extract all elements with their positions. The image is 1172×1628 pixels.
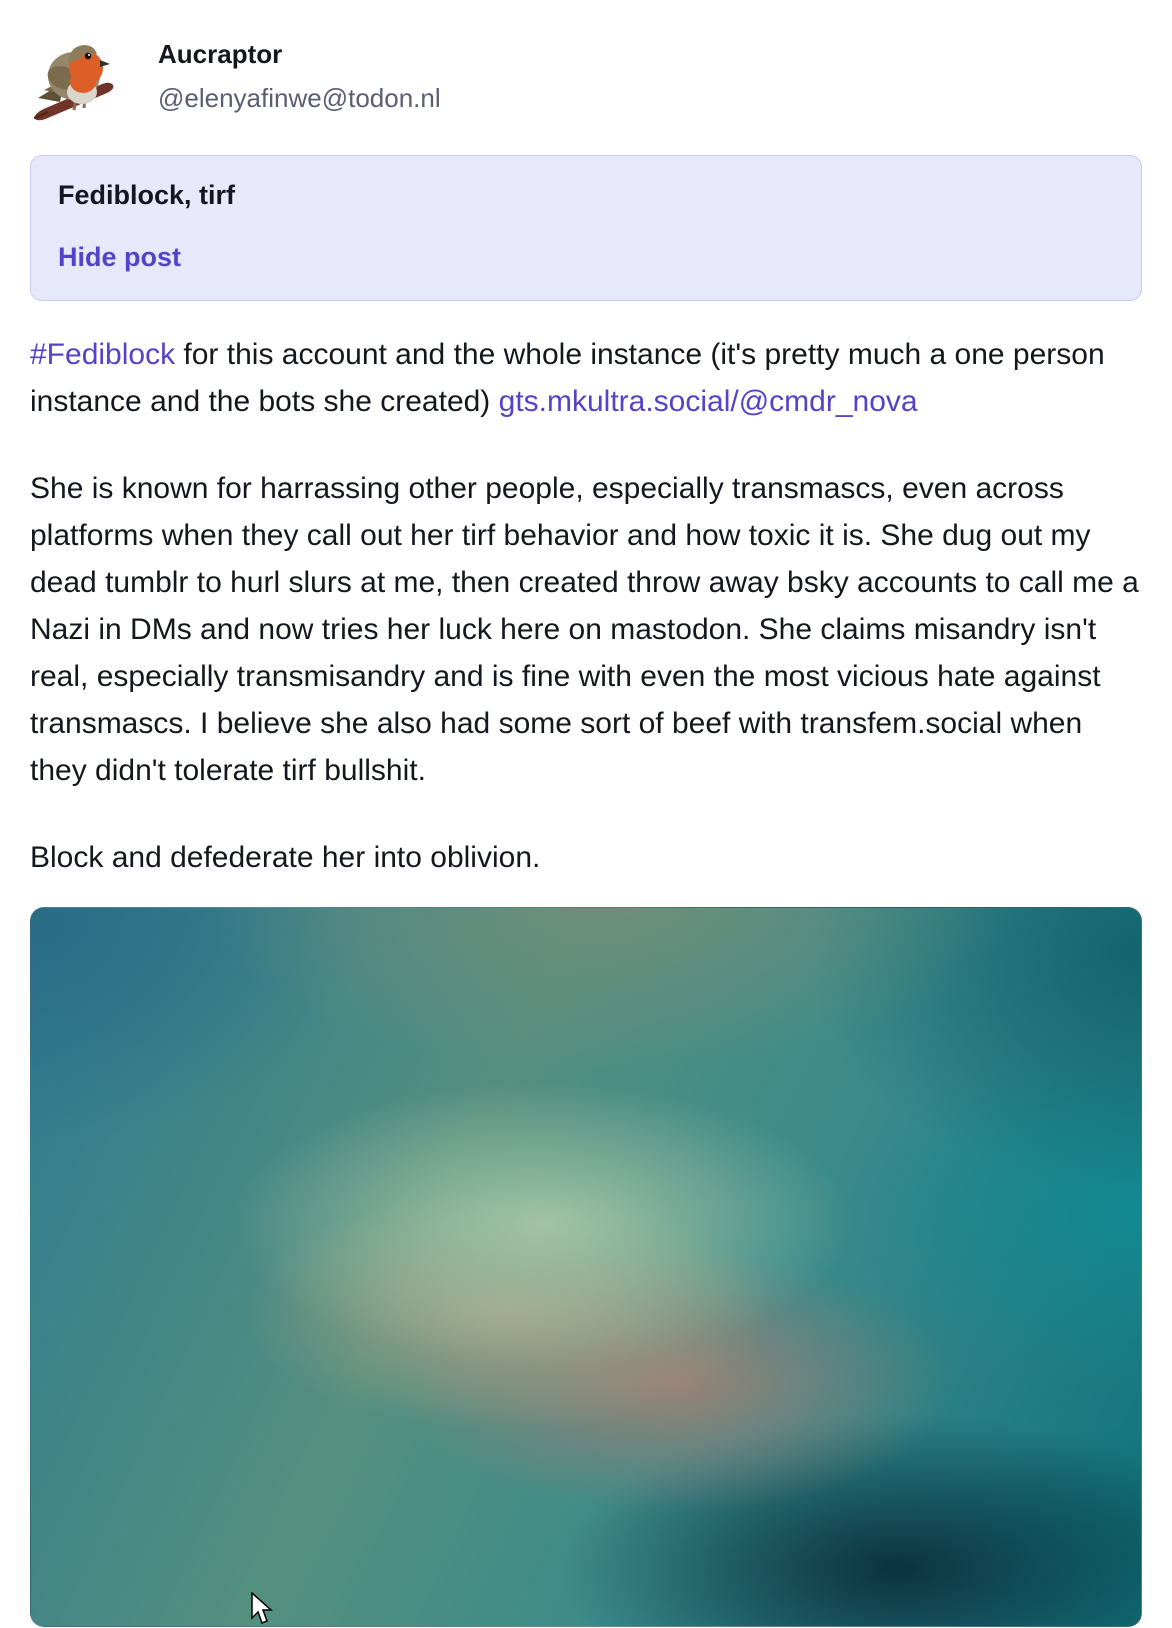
avatar[interactable]: [30, 32, 132, 124]
blurred-media-attachment[interactable]: [30, 907, 1142, 1627]
hashtag-link[interactable]: #Fediblock: [30, 338, 176, 371]
paragraph-1-text: for this account and the whole instance (it's pretty much a one person instance and the bots she created): [30, 338, 1105, 418]
paragraph-2: She is known for harrassing other people, especially transmascs, even across platforms when they call out her tirf behavior and how toxic it is. She dug out my dead tumblr to hurl slurs at me, then created throw away bsky accounts to call me a Nazi in DMs and now tries her luck here on mastodon. She claims misandry isn't real, especially transmisandry and is fine with even the most vicious hate against transmascs. I believe she also had some sort of beef with transfem.social when they didn't tolerate tirf bullshit.: [30, 472, 1139, 787]
paragraph-1: [30, 331, 1142, 425]
post-header: [30, 0, 1142, 124]
hide-post-button[interactable]: Hide post: [58, 242, 182, 272]
content-warning-text: Fediblock, tirf: [58, 180, 236, 210]
post-body: [30, 331, 1142, 881]
account-handle: @elenyafinwe@todon.nl: [158, 82, 441, 113]
robin-bird-avatar-icon: [30, 32, 132, 124]
author-names: [158, 32, 441, 114]
instance-url-link[interactable]: gts.mkultra.social/@cmdr_nova: [498, 385, 918, 418]
display-name[interactable]: Aucraptor: [158, 39, 283, 69]
paragraph-3: Block and defederate her into oblivion.: [30, 841, 541, 874]
content-warning-box: [30, 155, 1142, 301]
